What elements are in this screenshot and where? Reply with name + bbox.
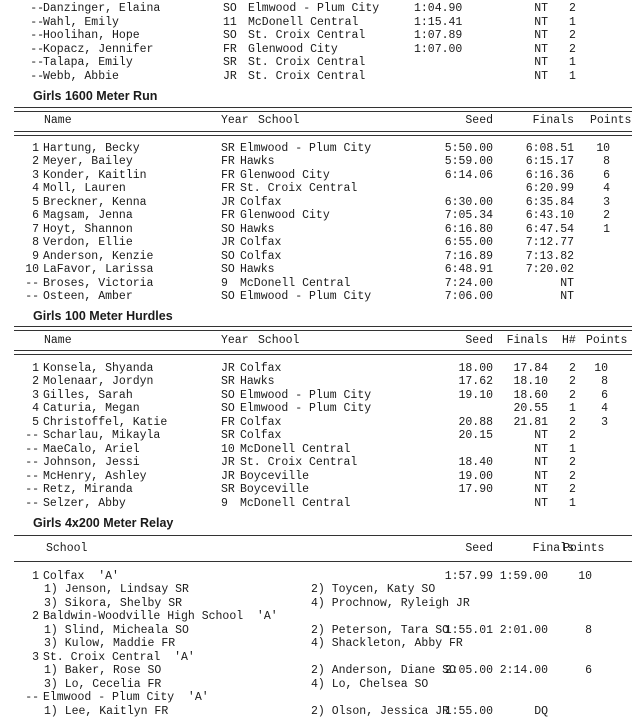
place: -- bbox=[30, 15, 44, 29]
year: JR bbox=[221, 362, 235, 375]
school: Colfax bbox=[240, 236, 282, 250]
runner: 3) Lo, Cecelia FR bbox=[44, 677, 162, 691]
place: 9 bbox=[32, 249, 39, 263]
place: -- bbox=[25, 456, 39, 470]
athlete-name: Moll, Lauren bbox=[43, 182, 126, 196]
seed-time: 6:14.06 bbox=[444, 168, 493, 182]
place: -- bbox=[25, 429, 39, 443]
points: 10 bbox=[578, 570, 592, 583]
heat: 1 bbox=[569, 56, 576, 70]
seed-time: 18.40 bbox=[458, 456, 493, 470]
seed-time: 19.10 bbox=[458, 388, 493, 402]
points: 10 bbox=[596, 142, 610, 155]
heat: 1 bbox=[569, 442, 576, 456]
runner: 4) Prochnow, Ryleigh JR bbox=[311, 596, 470, 610]
place: -- bbox=[30, 2, 44, 15]
athlete-name: Breckner, Kenna bbox=[43, 195, 147, 209]
seed-time: 17.62 bbox=[458, 375, 493, 389]
year: 10 bbox=[221, 442, 235, 456]
finals-time: NT bbox=[534, 469, 548, 483]
team-name: Baldwin-Woodville High School 'A' bbox=[43, 610, 278, 624]
year: SO bbox=[223, 29, 237, 43]
header-points: Points bbox=[563, 542, 605, 555]
heat: 1 bbox=[569, 70, 576, 83]
athlete-name: Molenaar, Jordyn bbox=[43, 375, 154, 389]
year: SR bbox=[221, 375, 235, 389]
runner: 2) Toycen, Katy SO bbox=[311, 583, 436, 597]
seed-time: 5:50.00 bbox=[444, 142, 493, 155]
seed-time: 6:30.00 bbox=[444, 195, 493, 209]
seed-time: 19.00 bbox=[458, 469, 493, 483]
header-school: School bbox=[46, 542, 88, 555]
place: 5 bbox=[32, 415, 39, 429]
place: 8 bbox=[32, 236, 39, 250]
year: SO bbox=[221, 289, 235, 303]
finals-time: NT bbox=[534, 2, 548, 15]
school: McDonell Central bbox=[240, 496, 351, 510]
header-finals: Finals bbox=[506, 334, 548, 347]
place: -- bbox=[25, 691, 39, 705]
place: 4 bbox=[32, 182, 39, 196]
athlete-name: Caturia, Megan bbox=[43, 402, 140, 416]
seed-time: 20.88 bbox=[458, 415, 493, 429]
athlete-name: Selzer, Abby bbox=[43, 496, 126, 510]
school: St. Croix Central bbox=[248, 29, 366, 43]
school: McDonell Central bbox=[248, 15, 359, 29]
place: -- bbox=[30, 70, 44, 83]
header-seed: Seed bbox=[465, 334, 493, 347]
place: 4 bbox=[32, 402, 39, 416]
athlete-name: Hartung, Becky bbox=[43, 142, 140, 155]
finals-time: 6:08.51 bbox=[525, 142, 574, 155]
team-name: St. Croix Central 'A' bbox=[43, 650, 195, 664]
year: FR bbox=[221, 168, 235, 182]
runner: 3) Kulow, Maddie FR bbox=[44, 637, 176, 651]
header-name: Name bbox=[44, 114, 72, 127]
finals-time: DQ bbox=[534, 704, 548, 718]
seed-time: 5:59.00 bbox=[444, 155, 493, 169]
athlete-name: Kopacz, Jennifer bbox=[43, 42, 154, 56]
place: -- bbox=[25, 496, 39, 510]
header-finals: Finals bbox=[532, 542, 574, 555]
heat: 2 bbox=[569, 456, 576, 470]
school: Colfax bbox=[240, 362, 282, 375]
seed-time: 6:48.91 bbox=[444, 263, 493, 277]
finals-time: NT bbox=[534, 29, 548, 43]
finals-time: 18.60 bbox=[513, 388, 548, 402]
place: -- bbox=[30, 29, 44, 43]
header-seed: Seed bbox=[465, 542, 493, 555]
place: 2 bbox=[32, 155, 39, 169]
heat: 2 bbox=[569, 362, 576, 375]
finals-time: 7:12.77 bbox=[525, 236, 574, 250]
school: Glenwood City bbox=[248, 42, 338, 56]
year: JR bbox=[221, 195, 235, 209]
year: FR bbox=[221, 155, 235, 169]
school: St. Croix Central bbox=[240, 182, 358, 196]
seed-time: 1:57.99 bbox=[444, 570, 493, 583]
year: FR bbox=[221, 209, 235, 223]
seed-time: 18.00 bbox=[458, 362, 493, 375]
heat: 2 bbox=[569, 29, 576, 43]
school: St. Croix Central bbox=[248, 56, 366, 70]
athlete-name: Webb, Abbie bbox=[43, 70, 119, 83]
col-headers-1600m bbox=[0, 114, 632, 127]
team-name: Colfax 'A' bbox=[43, 570, 119, 583]
year: SO bbox=[221, 222, 235, 236]
divider bbox=[14, 131, 632, 136]
athlete-name: Hoyt, Shannon bbox=[43, 222, 133, 236]
runner: 1) Slind, Micheala SO bbox=[44, 623, 189, 637]
runner: 2) Peterson, Tara SO bbox=[311, 623, 450, 637]
runner: 1) Baker, Rose SO bbox=[44, 664, 162, 678]
seed-time: 7:05.34 bbox=[444, 209, 493, 223]
year: SO bbox=[223, 2, 237, 15]
finals-time: 7:13.82 bbox=[525, 249, 574, 263]
points: 4 bbox=[601, 402, 608, 416]
heat: 2 bbox=[569, 388, 576, 402]
athlete-name: Scharlau, Mikayla bbox=[43, 429, 161, 443]
year: SR bbox=[221, 483, 235, 497]
event-title-100mh: Girls 100 Meter Hurdles bbox=[33, 309, 173, 323]
place: -- bbox=[25, 469, 39, 483]
place: -- bbox=[30, 56, 44, 70]
divider bbox=[14, 326, 632, 331]
athlete-name: Hoolihan, Hope bbox=[43, 29, 140, 43]
school: Colfax bbox=[240, 415, 282, 429]
athlete-name: Christoffel, Katie bbox=[43, 415, 168, 429]
runner: 2) Olson, Jessica JR bbox=[311, 704, 450, 718]
athlete-name: Retz, Miranda bbox=[43, 483, 133, 497]
points: 1 bbox=[603, 222, 610, 236]
school: St. Croix Central bbox=[240, 456, 358, 470]
athlete-name: Johnson, Jessi bbox=[43, 456, 140, 470]
school: Elmwood - Plum City bbox=[248, 2, 380, 15]
finals-time: NT bbox=[560, 289, 574, 303]
place: 1 bbox=[32, 362, 39, 375]
divider bbox=[14, 107, 632, 112]
athlete-name: LaFavor, Larissa bbox=[43, 263, 154, 277]
header-points: Points bbox=[590, 114, 632, 127]
place: -- bbox=[25, 276, 39, 290]
finals-time: NT bbox=[534, 496, 548, 510]
finals-time: 6:16.36 bbox=[525, 168, 574, 182]
seed-time: 1:04.90 bbox=[414, 2, 463, 15]
seed-time: 6:16.80 bbox=[444, 222, 493, 236]
school: Hawks bbox=[240, 155, 275, 169]
school: McDonell Central bbox=[240, 442, 351, 456]
heat: 2 bbox=[569, 2, 576, 15]
place: 5 bbox=[32, 195, 39, 209]
place: -- bbox=[25, 483, 39, 497]
athlete-name: Broses, Victoria bbox=[43, 276, 154, 290]
finals-time: 21.81 bbox=[513, 415, 548, 429]
heat: 2 bbox=[569, 483, 576, 497]
finals-time: NT bbox=[534, 70, 548, 83]
year: FR bbox=[221, 182, 235, 196]
seed-time: 20.15 bbox=[458, 429, 493, 443]
finals-time: NT bbox=[534, 56, 548, 70]
finals-time: NT bbox=[534, 483, 548, 497]
place: -- bbox=[30, 42, 44, 56]
header-school: School bbox=[258, 334, 300, 347]
athlete-name: Anderson, Kenzie bbox=[43, 249, 154, 263]
heat: 2 bbox=[569, 375, 576, 389]
seed-time: 7:16.89 bbox=[444, 249, 493, 263]
runner: 2) Anderson, Diane SO bbox=[311, 664, 456, 678]
finals-time: 6:47.54 bbox=[525, 222, 574, 236]
year: 9 bbox=[221, 496, 228, 510]
header-year: Year bbox=[221, 114, 249, 127]
points: 8 bbox=[601, 375, 608, 389]
athlete-name: Osteen, Amber bbox=[43, 289, 133, 303]
athlete-name: Verdon, Ellie bbox=[43, 236, 133, 250]
header-heat: H# bbox=[562, 334, 576, 347]
seed-time: 1:07.89 bbox=[414, 29, 463, 43]
school: Glenwood City bbox=[240, 168, 330, 182]
school: Hawks bbox=[240, 375, 275, 389]
finals-time: NT bbox=[560, 276, 574, 290]
divider bbox=[14, 535, 632, 536]
seed-time: 1:15.41 bbox=[414, 15, 463, 29]
year: SO bbox=[221, 402, 235, 416]
header-name: Name bbox=[44, 334, 72, 347]
place: 3 bbox=[32, 650, 39, 664]
place: 2 bbox=[32, 610, 39, 624]
year: JR bbox=[221, 236, 235, 250]
school: Hawks bbox=[240, 263, 275, 277]
finals-time: NT bbox=[534, 429, 548, 443]
finals-time: 1:59.00 bbox=[499, 570, 548, 583]
heat: 2 bbox=[569, 429, 576, 443]
year: SO bbox=[221, 388, 235, 402]
place: -- bbox=[25, 289, 39, 303]
divider bbox=[14, 350, 632, 355]
year: JR bbox=[221, 456, 235, 470]
school: McDonell Central bbox=[240, 276, 351, 290]
points: 2 bbox=[603, 209, 610, 223]
school: Colfax bbox=[240, 429, 282, 443]
year: FR bbox=[223, 42, 237, 56]
runner: 1) Lee, Kaitlyn FR bbox=[44, 704, 169, 718]
points: 3 bbox=[601, 415, 608, 429]
finals-time: NT bbox=[534, 42, 548, 56]
seed-time: 1:55.00 bbox=[444, 704, 493, 718]
place: 1 bbox=[32, 142, 39, 155]
finals-time: 6:15.17 bbox=[525, 155, 574, 169]
heat: 2 bbox=[569, 42, 576, 56]
finals-time: 2:14.00 bbox=[499, 664, 548, 678]
school: Elmwood - Plum City bbox=[240, 402, 372, 416]
seed-time: 2:05.00 bbox=[444, 664, 493, 678]
year: SR bbox=[221, 142, 235, 155]
school: Elmwood - Plum City bbox=[240, 388, 372, 402]
heat: 2 bbox=[569, 415, 576, 429]
finals-time: 7:20.02 bbox=[525, 263, 574, 277]
athlete-name: Konder, Kaitlin bbox=[43, 168, 147, 182]
col-headers-4x200 bbox=[0, 542, 605, 555]
header-school: School bbox=[258, 114, 300, 127]
place: 6 bbox=[32, 209, 39, 223]
finals-time: 6:35.84 bbox=[525, 195, 574, 209]
points: 8 bbox=[585, 623, 592, 637]
team-name: Elmwood - Plum City 'A' bbox=[43, 691, 209, 705]
school: Elmwood - Plum City bbox=[240, 142, 372, 155]
seed-time: 17.90 bbox=[458, 483, 493, 497]
seed-time: 6:55.00 bbox=[444, 236, 493, 250]
athlete-name: Danzinger, Elaina bbox=[43, 2, 161, 15]
year: SR bbox=[221, 429, 235, 443]
athlete-name: McHenry, Ashley bbox=[43, 469, 147, 483]
points: 6 bbox=[601, 388, 608, 402]
finals-time: NT bbox=[534, 15, 548, 29]
col-headers-100mh bbox=[0, 334, 628, 347]
athlete-name: Talapa, Emily bbox=[43, 56, 133, 70]
athlete-name: Meyer, Bailey bbox=[43, 155, 133, 169]
finals-time: 17.84 bbox=[513, 362, 548, 375]
finals-time: 20.55 bbox=[513, 402, 548, 416]
place: 7 bbox=[32, 222, 39, 236]
seed-time: 1:55.01 bbox=[444, 623, 493, 637]
finals-time: NT bbox=[534, 456, 548, 470]
school: Colfax bbox=[240, 249, 282, 263]
divider bbox=[14, 561, 632, 562]
runner: 1) Jenson, Lindsay SR bbox=[44, 583, 189, 597]
place: 3 bbox=[32, 168, 39, 182]
finals-time: 6:43.10 bbox=[525, 209, 574, 223]
athlete-name: Konsela, Shyanda bbox=[43, 362, 154, 375]
school: Boyceville bbox=[240, 469, 310, 483]
place: -- bbox=[25, 442, 39, 456]
heat: 1 bbox=[569, 15, 576, 29]
year: SR bbox=[223, 56, 237, 70]
runner: 4) Lo, Chelsea SO bbox=[311, 677, 429, 691]
seed-time: 7:06.00 bbox=[444, 289, 493, 303]
school: St. Croix Central bbox=[248, 70, 366, 83]
year: SO bbox=[221, 263, 235, 277]
heat: 1 bbox=[569, 402, 576, 416]
year: 11 bbox=[223, 15, 237, 29]
athlete-name: Wahl, Emily bbox=[43, 15, 119, 29]
place: 10 bbox=[25, 263, 39, 277]
event-title-4x200: Girls 4x200 Meter Relay bbox=[33, 516, 174, 530]
year: 9 bbox=[221, 276, 228, 290]
finals-time: 6:20.99 bbox=[525, 182, 574, 196]
heat: 2 bbox=[569, 469, 576, 483]
runner: 3) Sikora, Shelby SR bbox=[44, 596, 183, 610]
runner: 4) Shackleton, Abby FR bbox=[311, 637, 463, 651]
place: 3 bbox=[32, 388, 39, 402]
place: 1 bbox=[32, 570, 39, 583]
year: SO bbox=[221, 249, 235, 263]
finals-time: 18.10 bbox=[513, 375, 548, 389]
points: 3 bbox=[603, 195, 610, 209]
finals-time: 2:01.00 bbox=[499, 623, 548, 637]
points: 6 bbox=[585, 664, 592, 678]
points: 10 bbox=[594, 362, 608, 375]
seed-time: 7:24.00 bbox=[444, 276, 493, 290]
place: 2 bbox=[32, 375, 39, 389]
athlete-name: MaeCalo, Ariel bbox=[43, 442, 140, 456]
header-finals: Finals bbox=[532, 114, 574, 127]
athlete-name: Gilles, Sarah bbox=[43, 388, 133, 402]
points: 6 bbox=[603, 168, 610, 182]
school: Boyceville bbox=[240, 483, 310, 497]
heat: 1 bbox=[569, 496, 576, 510]
school: Hawks bbox=[240, 222, 275, 236]
header-year: Year bbox=[221, 334, 249, 347]
event-title-1600m: Girls 1600 Meter Run bbox=[33, 89, 158, 103]
points: 8 bbox=[603, 155, 610, 169]
header-points: Points bbox=[586, 334, 628, 347]
year: JR bbox=[223, 70, 237, 83]
school: Elmwood - Plum City bbox=[240, 289, 372, 303]
school: Colfax bbox=[240, 195, 282, 209]
year: FR bbox=[221, 415, 235, 429]
points: 4 bbox=[603, 182, 610, 196]
school: Glenwood City bbox=[240, 209, 330, 223]
athlete-name: Magsam, Jenna bbox=[43, 209, 133, 223]
seed-time: 1:07.00 bbox=[414, 42, 463, 56]
finals-time: NT bbox=[534, 442, 548, 456]
year: JR bbox=[221, 469, 235, 483]
header-seed: Seed bbox=[465, 114, 493, 127]
